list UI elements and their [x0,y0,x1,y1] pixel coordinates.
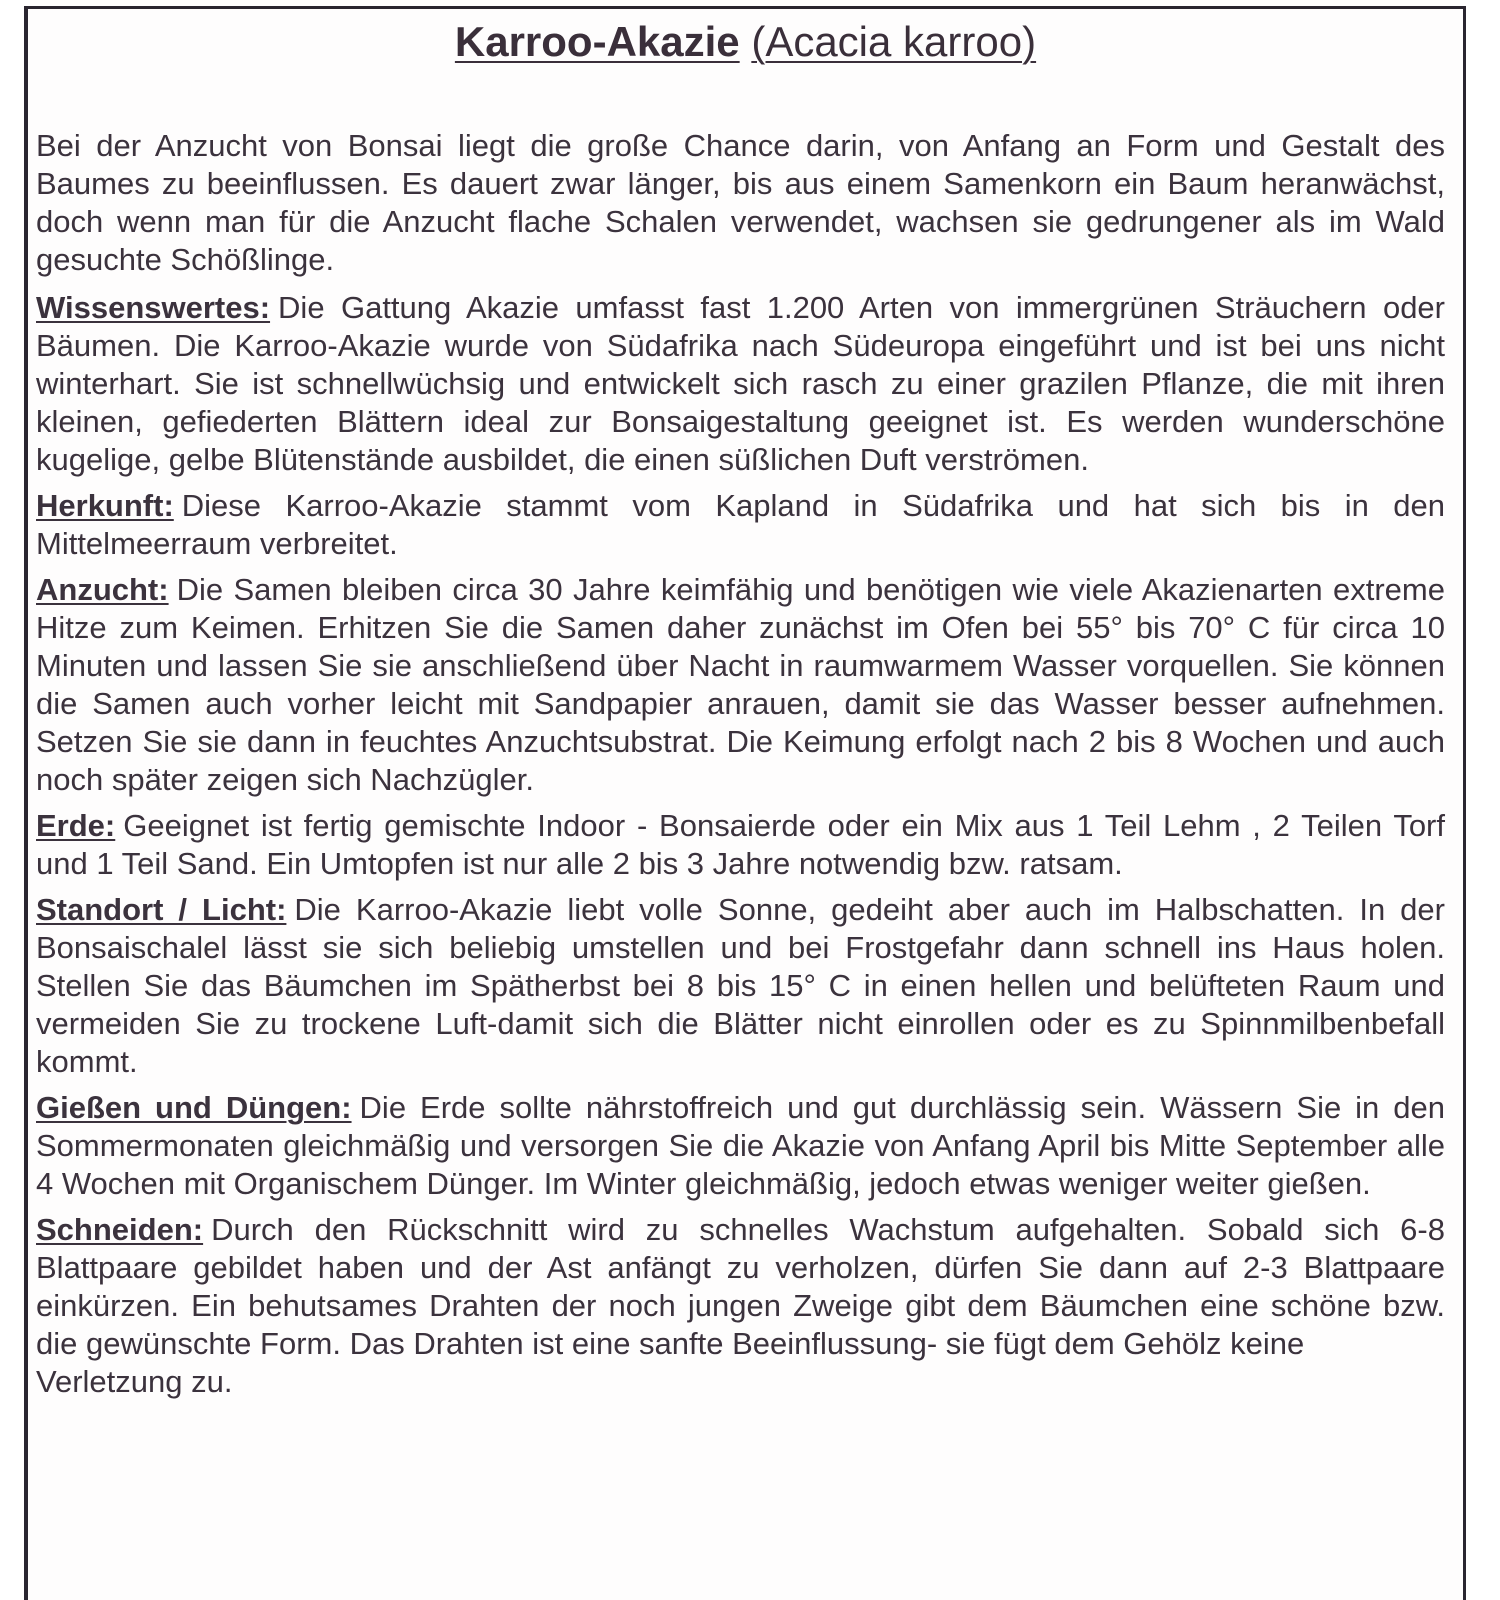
section-giessen-duengen [36,1089,1445,1203]
section-text: Durch den Rückschnitt wird zu schnelles Wachstum aufgehalten. Sobald sich 6-8 Blattpaare gebildet haben und der Ast anfängt zu verholzen, dürfen Sie dann auf 2-3 Blattpaare einkürzen. Ein behutsames Drahten der noch jungen Zweige gibt dem Bäumchen eine schöne bzw. die gewünschte Form. Das Drahten ist eine sanfte Beeinflussung- sie fügt dem Gehölz keine [36,1212,1445,1361]
section-herkunft [36,487,1445,563]
section-text: Die Samen bleiben circa 30 Jahre keimfähig und benötigen wie viele Akazienarten extreme Hitze zum Keimen. Erhitzen Sie die Samen daher zunächst im Ofen bei 55° bis 70° C für circa 10 Minuten und lassen Sie sie anschließend über Nacht in raumwarmem Wasser vorquellen. Sie können die Samen auch vorher leicht mit Sandpapier anrauen, damit sie das Wasser besser aufnehmen. Setzen Sie sie dann in feuchtes Anzuchtsubstrat. Die Keimung erfolgt nach 2 bis 8 Wochen und auch noch später zeigen sich Nachzügler. [36,572,1445,797]
section-heading: Herkunft: [36,488,174,523]
section-text-last-line: Verletzung zu. [36,1364,233,1399]
intro-paragraph: Bei der Anzucht von Bonsai liegt die große Chance darin, von Anfang an Form und Gestalt des Baumes zu beeinflussen. Es dauert zwar länger, bis aus einem Samenkorn ein Baum heranwächst, doch wenn man für die Anzucht flache Schalen verwendet, wachsen sie gedrungener als im Wald gesuchte Schößlinge. [36,128,1445,277]
section-heading: Gießen und Düngen: [36,1090,352,1125]
info-sheet [24,6,1466,1600]
section-heading: Schneiden: [36,1212,204,1247]
section-text: Diese Karroo-Akazie stammt vom Kapland in Südafrika und hat sich bis in den Mittelmeerraum verbreitet. [36,488,1445,561]
section-standort-licht [36,891,1445,1081]
page-title [28,15,1463,69]
section-heading: Anzucht: [36,572,169,607]
section-wissenswertes [36,289,1445,479]
section-heading: Erde: [36,808,116,843]
title-common-name: Karroo-Akazie [454,18,740,65]
section-anzucht [36,571,1445,799]
title-latin-name: (Acacia karroo) [751,18,1037,65]
article-body [36,127,1445,1409]
section-text: Geeignet ist fertig gemischte Indoor - Bonsaierde oder ein Mix aus 1 Teil Lehm , 2 Teilen Torf und 1 Teil Sand. Ein Umtopfen ist nur alle 2 bis 3 Jahre notwendig bzw. ratsam. [36,808,1445,881]
section-heading: Wissenswertes: [36,290,271,325]
section-text: Die Gattung Akazie umfasst fast 1.200 Arten von immergrünen Sträuchern oder Bäumen. Die Karroo-Akazie wurde von Südafrika nach Südeuropa eingeführt und ist bei uns nicht winterhart. Sie ist schnellwüchsig und entwickelt sich rasch zu einer grazilen Pflanze, die mit ihren kleinen, gefiederten Blättern ideal zur Bonsaigestaltung geeignet ist. Es werden wunderschöne kugelige, gelbe Blütenstände ausbildet, die einen süßlichen Duft verströmen. [36,290,1445,477]
section-text: Die Erde sollte nährstoffreich und gut durchlässig sein. Wässern Sie in den Sommermonaten gleichmäßig und versorgen Sie die Akazie von Anfang April bis Mitte September alle 4 Wochen mit Organischem Dünger. Im Winter gleichmäßig, jedoch etwas weniger weiter gießen. [36,1090,1446,1201]
section-heading: Standort / Licht: [36,892,287,927]
section-schneiden [36,1211,1445,1401]
section-text: Die Karroo-Akazie liebt volle Sonne, gedeiht aber auch im Halbschatten. In der Bonsaischalel lässt sie sich beliebig umstellen und bei Frostgefahr dann schnell ins Haus holen. Stellen Sie das Bäumchen im Spätherbst bei 8 bis 15° C in einen hellen und belüfteten Raum und vermeiden Sie zu trockene Luft-damit sich die Blätter nicht einrollen oder es zu Spinnmilbenbefall kommt. [36,892,1445,1079]
section-erde [36,807,1445,883]
